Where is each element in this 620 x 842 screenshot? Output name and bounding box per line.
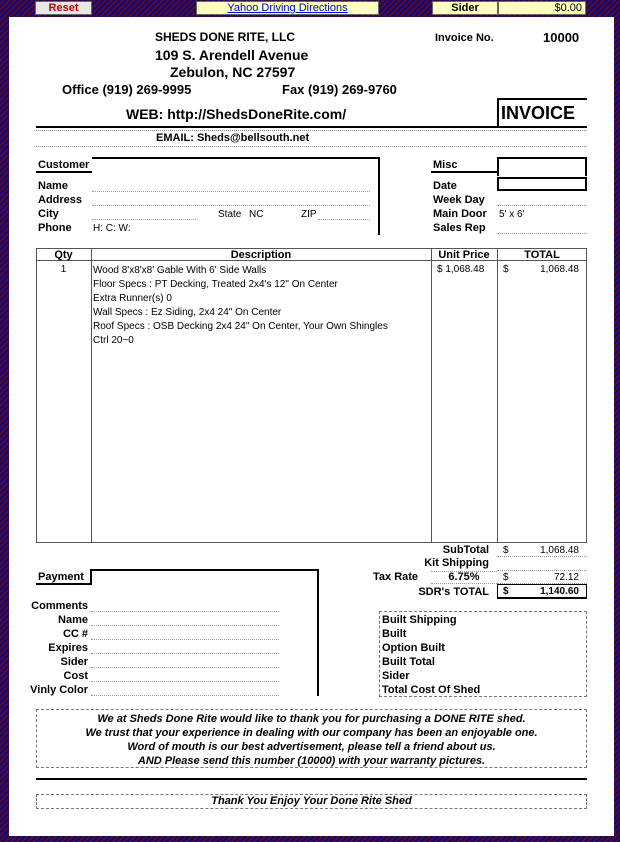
customer-phone-label: Phone bbox=[38, 222, 72, 234]
company-address: 109 S. Arendell Avenue bbox=[155, 47, 309, 63]
col-divider-qty bbox=[91, 248, 92, 543]
customer-zip-input[interactable] bbox=[318, 205, 370, 220]
payment-comments-input[interactable] bbox=[91, 598, 279, 612]
col-divider-unitprice bbox=[497, 248, 498, 543]
payment-cc-input[interactable] bbox=[91, 626, 279, 640]
payment-vinyl-color-input[interactable] bbox=[91, 682, 279, 696]
item-description[interactable] bbox=[93, 264, 388, 348]
misc-header-underline bbox=[431, 171, 497, 173]
payment-header: Payment bbox=[38, 571, 84, 583]
payment-name-label: Name bbox=[58, 614, 88, 626]
invoice-no-label: Invoice No. bbox=[435, 32, 494, 44]
col-divider-description bbox=[431, 248, 432, 543]
description-line: Floor Specs : PT Decking, Treated 2x4's 12" On Center bbox=[93, 279, 338, 290]
sider-label: Sider bbox=[432, 1, 498, 15]
option-built-label: Option Built bbox=[382, 642, 445, 654]
built-total-label: Built Total bbox=[382, 656, 435, 668]
payment-header-underline bbox=[36, 583, 92, 585]
payment-cost-label: Cost bbox=[63, 670, 88, 682]
built-shipping-label: Built Shipping bbox=[382, 614, 457, 626]
payment-cost-input[interactable] bbox=[91, 668, 279, 682]
customer-address-input[interactable] bbox=[92, 191, 370, 206]
description-line: Wall Specs : Ez Siding, 2x4 24" On Center bbox=[93, 307, 282, 318]
header-description: Description bbox=[230, 249, 292, 261]
misc-salesrep-input[interactable] bbox=[497, 219, 587, 234]
email-dotted-divider bbox=[36, 146, 587, 147]
customer-header-underline bbox=[36, 171, 92, 173]
office-phone: Office (919) 269-9995 bbox=[62, 82, 192, 97]
description-line: Roof Specs : OSB Decking 2x4 24" On Center, Your Own Shingles bbox=[93, 321, 388, 332]
misc-maindoor-value[interactable]: 5' x 6' bbox=[499, 209, 525, 220]
customer-box-right bbox=[378, 157, 380, 235]
payment-sider-input[interactable] bbox=[91, 654, 279, 668]
directions-link[interactable]: Yahoo Driving Directions bbox=[196, 1, 379, 15]
total-cost-of-shed-label: Total Cost Of Shed bbox=[382, 684, 481, 696]
footer-thanks: Thank You Enjoy Your Done Rite Shed bbox=[211, 795, 412, 807]
email-address: EMAIL: Sheds@bellsouth.net bbox=[156, 132, 310, 144]
message-line: We trust that your experience in dealing with our company has been an enjoyable one. bbox=[85, 727, 538, 739]
payment-cc-label: CC # bbox=[62, 628, 88, 640]
message-line: AND Please send this number (10000) with your warranty pictures. bbox=[137, 755, 486, 767]
toolbar bbox=[0, 0, 620, 16]
item-total-symbol: $ bbox=[503, 264, 509, 275]
payment-box-left bbox=[90, 569, 92, 584]
footer-divider bbox=[36, 778, 587, 780]
payment-expires-input[interactable] bbox=[91, 640, 279, 654]
misc-box bbox=[497, 157, 587, 176]
header-qty: Qty bbox=[54, 249, 73, 261]
customer-city-label: City bbox=[38, 208, 59, 220]
header-dotted-divider bbox=[36, 130, 587, 131]
customer-city-input[interactable] bbox=[92, 205, 196, 220]
invoice-title: INVOICE bbox=[501, 103, 576, 123]
tax-rate-value: 6.75% bbox=[448, 571, 480, 583]
sider-value: $0.00 bbox=[498, 1, 586, 15]
misc-maindoor-label: Main Door bbox=[433, 208, 487, 220]
customer-name-label: Name bbox=[38, 180, 68, 192]
customer-box-top bbox=[92, 157, 380, 159]
invoice-title-top-border bbox=[497, 98, 587, 100]
customer-state-value[interactable]: NC bbox=[249, 209, 264, 220]
description-line: Extra Runner(s) 0 bbox=[93, 293, 172, 304]
payment-name-input[interactable] bbox=[91, 612, 279, 626]
item-unit-price: $ 1,068.48 bbox=[437, 264, 485, 275]
customer-name-input[interactable] bbox=[92, 177, 370, 192]
header-unit-price: Unit Price bbox=[438, 249, 490, 261]
invoice-no-value: 10000 bbox=[543, 30, 580, 45]
web-address[interactable]: WEB: http://ShedsDoneRite.com/ bbox=[126, 106, 347, 122]
fax-number: Fax (919) 269-9760 bbox=[282, 82, 397, 97]
customer-header: Customer bbox=[38, 159, 90, 171]
misc-salesrep-label: Sales Rep bbox=[433, 222, 486, 234]
misc-weekday-input[interactable] bbox=[497, 191, 587, 206]
sdr-total-label: SDR's TOTAL bbox=[418, 586, 489, 598]
customer-phone-value[interactable]: H: C: W: bbox=[93, 223, 131, 234]
subtotal-label: SubTotal bbox=[442, 544, 489, 556]
payment-sider-label: Sider bbox=[60, 656, 88, 668]
sdr-total-value: 1,140.60 bbox=[540, 586, 579, 597]
description-line: Wood 8'x8'x8' Gable With 6' Side Walls bbox=[93, 265, 267, 276]
payment-box-top bbox=[90, 569, 319, 571]
company-city: Zebulon, NC 27597 bbox=[170, 64, 296, 80]
misc-header: Misc bbox=[433, 159, 458, 171]
invoice-title-left-border bbox=[497, 98, 499, 126]
company-name: SHEDS DONE RITE, LLC bbox=[155, 30, 296, 44]
item-total-value: 1,068.48 bbox=[540, 264, 579, 275]
tax-symbol: $ bbox=[503, 572, 509, 583]
tax-rate-label: Tax Rate bbox=[373, 571, 419, 583]
subtotal-value: 1,068.48 bbox=[540, 545, 579, 556]
message-line: Word of mouth is our best advertisement, please tell a friend about us. bbox=[127, 741, 496, 753]
thank-you-message bbox=[36, 712, 587, 768]
payment-comments-label: Comments bbox=[31, 600, 88, 612]
message-line: We at Sheds Done Rite would like to thank you for purchasing a DONE RITE shed. bbox=[97, 713, 526, 725]
header-total: TOTAL bbox=[524, 249, 560, 261]
customer-address-label: Address bbox=[38, 194, 83, 206]
payment-expires-label: Expires bbox=[48, 642, 88, 654]
misc-weekday-label: Week Day bbox=[433, 194, 485, 206]
item-qty[interactable]: 1 bbox=[60, 264, 67, 275]
payment-vinyl-color-label: Vinly Color bbox=[30, 684, 88, 696]
customer-state-label: State bbox=[218, 209, 242, 220]
built-label: Built bbox=[382, 628, 407, 640]
subtotal-symbol: $ bbox=[503, 545, 509, 556]
kit-shipping-input[interactable] bbox=[497, 557, 587, 571]
description-line: Ctrl 20~0 bbox=[93, 335, 134, 346]
sdr-total-symbol: $ bbox=[503, 586, 509, 597]
misc-date-input[interactable] bbox=[497, 177, 587, 191]
kit-shipping-label: Kit Shipping bbox=[424, 557, 489, 569]
misc-date-label: Date bbox=[433, 180, 457, 192]
reset-button[interactable]: Reset bbox=[35, 1, 92, 15]
header-divider bbox=[36, 126, 587, 128]
tax-value: 72.12 bbox=[553, 572, 579, 583]
payment-box-right bbox=[317, 569, 319, 696]
customer-zip-label: ZIP bbox=[301, 209, 317, 220]
built-sider-label: Sider bbox=[382, 670, 410, 682]
